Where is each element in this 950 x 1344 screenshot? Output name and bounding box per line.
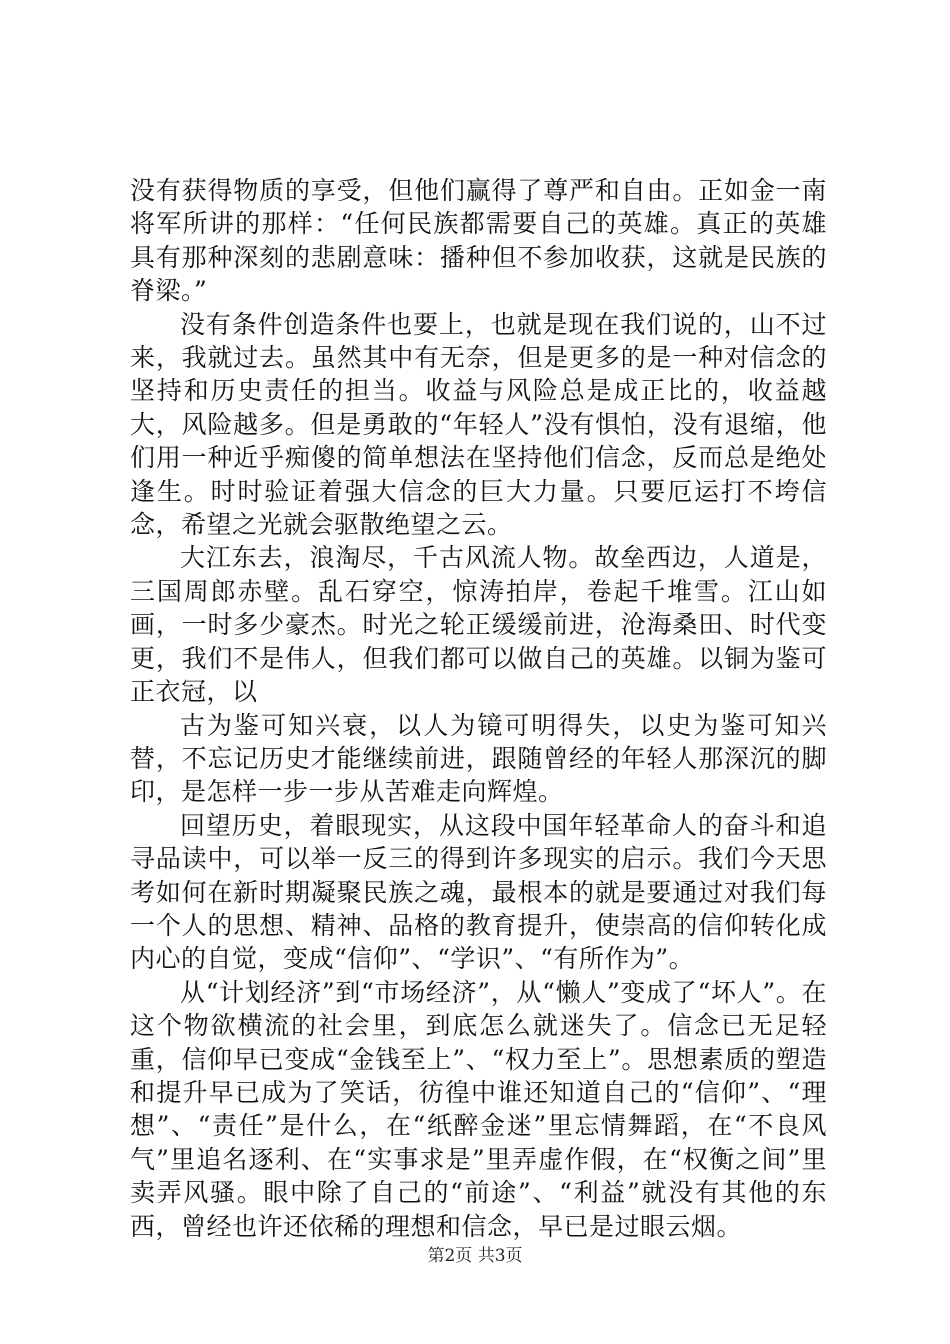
paragraph-4: 古为鉴可知兴衰，以人为镜可明得失，以史为鉴可知兴替，不忘记历史才能继续前进，跟随曾经的年轻人那深沉的脚印，是怎样一步一步从苦难走向辉煌。: [130, 710, 827, 807]
paragraph-1: 没有获得物质的享受，但他们赢得了尊严和自由。正如金一南将军所讲的那样：“任何民族都需要自己的英雄。真正的英雄具有那种深刻的悲剧意味：播种但不参加收获，这就是民族的脊梁。”: [130, 176, 827, 306]
page-number-footer: 第2页 共3页: [427, 1246, 523, 1266]
paragraph-3: 大江东去，浪淘尽，千古风流人物。故垒西边，人道是，三国周郎赤壁。乱石穿空，惊涛拍岸，卷起千堆雪。江山如画，一时多少豪杰。时光之轮正缓缓前进，沧海桑田、时代变更，我们不是伟人，但我们都可以做自己的英雄。以铜为鉴可正衣冠，以: [130, 543, 827, 707]
paragraph-5: 回望历史，着眼现实，从这段中国年轻革命人的奋斗和追寻品读中，可以举一反三的得到许多现实的启示。我们今天思考如何在新时期凝聚民族之魂，最根本的就是要通过对我们每一个人的思想、精神、品格的教育提升，使崇高的信仰转化成内心的自觉，变成“信仰”、“学识”、“有所作为”。: [130, 810, 827, 974]
paragraph-6: 从“计划经济”到“市场经济”，从“懒人”变成了“坏人”。在这个物欲横流的社会里，到底怎么就迷失了。信念已无足轻重，信仰早已变成“金钱至上”、“权力至上”。思想素质的塑造和提升早已成为了笑话，彷徨中谁还知道自己的“信仰”、“理想”、“责任”是什么，在“纸醉金迷”里忘情舞蹈，在“不良风气”里追名逐利、在“实事求是”里弄虚作假，在“权衡之间”里卖弄风骚。眼中除了自己的“前途”、“利益”就没有其他的东西，曾经也许还依稀的理想和信念，早已是过眼云烟。: [130, 977, 827, 1241]
paragraph-2: 没有条件创造条件也要上，也就是现在我们说的，山不过来，我就过去。虽然其中有无奈，但是更多的是一种对信念的坚持和历史责任的担当。收益与风险总是成正比的，收益越大，风险越多。但是勇敢的“年轻人”没有惧怕，没有退缩，他们用一种近乎痴傻的简单想法在坚持他们信念，反而总是绝处逢生。时时验证着强大信念的巨大力量。只要厄运打不垮信念，希望之光就会驱散绝望之云。: [130, 309, 827, 540]
document-body: [130, 174, 827, 1243]
